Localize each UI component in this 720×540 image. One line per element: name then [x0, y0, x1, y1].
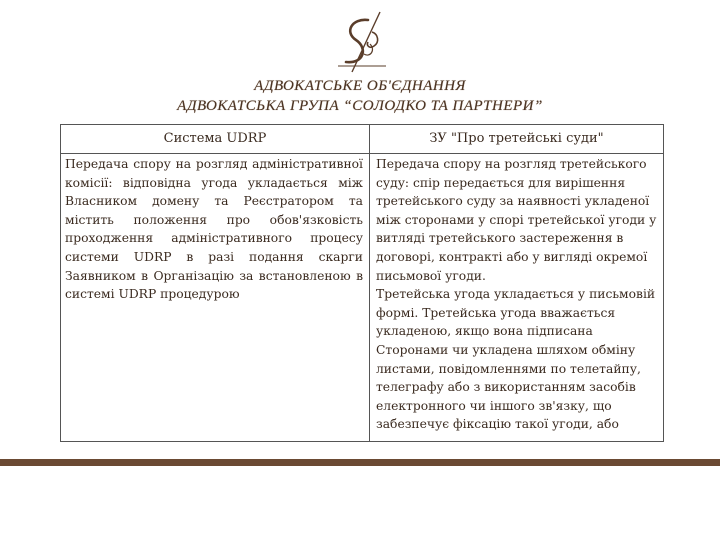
column-divider	[369, 125, 370, 441]
org-name-line2: АДВОКАТСЬКА ГРУПА “СОЛОДКО ТА ПАРТНЕРИ”	[177, 98, 543, 114]
col-header-udrp: Система UDRP	[163, 131, 267, 146]
udrp-cell-text: Передача спору на розгляд адміністративної комісії: відповідна угода укладається між Власником домену та Реєстратором та містить положення про обов'язковість проходження адміністративного процесу системи UDRP в разі подання скарги Заявником в Організацію за встановленою в системі UDRP процедурою	[65, 157, 363, 302]
logo-monogram-icon	[330, 10, 394, 76]
org-name-line1: АДВОКАТСЬКЕ ОБ'ЄДНАННЯ	[254, 78, 466, 94]
comparison-table	[60, 124, 664, 442]
law-cell-paragraph-2: Третейська угода укладається у письмовій формі. Третейська угода вважається укладеною, якщо вона підписана Сторонами чи укладена шляхом обміну листами, повідомленнями по телетайпу, телеграфу або з використанням засобів електронного чи іншого зв'язку, що забезпечує фіксацію такої угоди, або	[376, 287, 656, 432]
law-cell-paragraph-1: Передача спору на розгляд третейського суду: спір передається для вирішення третейського суду за наявності укладеної між сторонами у спорі третейської угоди у витляді третейського застереження в договорі, контракті або у вигляді окремої письмової угоди.	[376, 157, 657, 283]
footer-rule	[0, 459, 720, 466]
law-cell	[376, 155, 658, 434]
table-header-row	[61, 125, 663, 154]
col-header-law: ЗУ "Про третейські суди"	[429, 131, 604, 146]
